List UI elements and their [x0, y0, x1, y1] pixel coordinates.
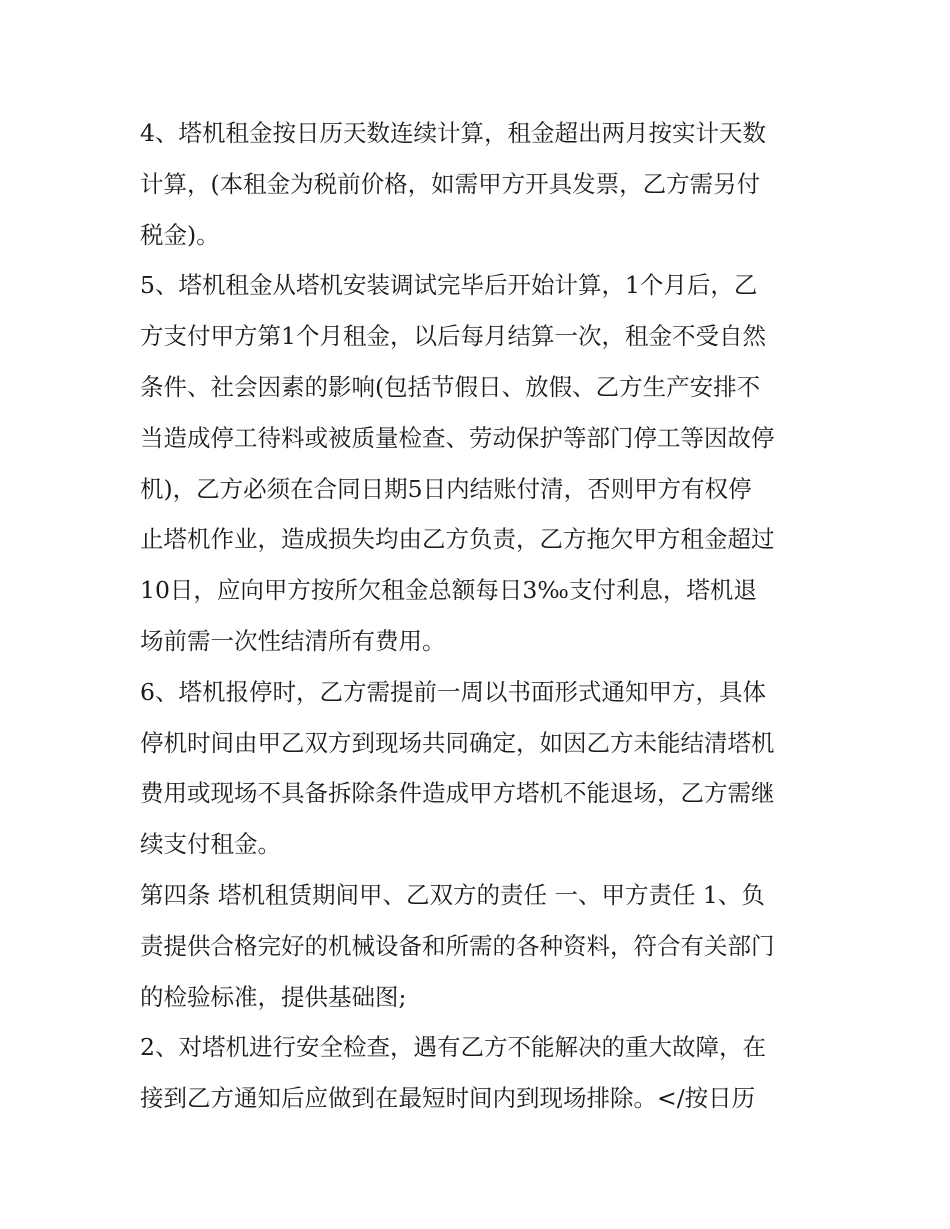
- text-line: 6、塔机报停时，乙方需提前一周以书面形式通知甲方，具体: [140, 677, 766, 706]
- text-line: 费用或现场不具备拆除条件造成甲方塔机不能退场，乙方需继: [140, 779, 775, 808]
- text-line: 停机时间由甲乙双方到现场共同确定，如因乙方未能结清塔机: [140, 728, 775, 757]
- text-line: 场前需一次性结清所有费用。: [140, 626, 446, 655]
- text-line: 第四条 塔机租赁期间甲、乙双方的责任 一、甲方责任 1、负: [140, 880, 765, 909]
- text-line: 10日，应向甲方按所欠租金总额每日3‰支付利息，塔机退: [140, 576, 757, 605]
- text-line: 续支付租金。: [140, 830, 281, 859]
- text-line: 条件、社会因素的影响(包括节假日、放假、乙方生产安排不: [140, 372, 761, 401]
- text-line: 止塔机作业，造成损失均由乙方负责，乙方拖欠甲方租金超过: [140, 525, 775, 554]
- text-line: 2、对塔机进行安全检查，遇有乙方不能解决的重大故障，在: [140, 1033, 766, 1062]
- document-body: [140, 108, 830, 1124]
- text-line: 当造成停工待料或被质量检查、劳动保护等部门停工等因故停: [140, 423, 775, 452]
- text-line: 接到乙方通知后应做到在最短时间内到现场排除。</按日历: [140, 1084, 756, 1113]
- text-line: 计算，(本租金为税前价格，如需甲方开具发票，乙方需另付: [140, 169, 761, 198]
- text-line: 税金)。: [140, 220, 220, 249]
- text-line: 责提供合格完好的机械设备和所需的各种资料，符合有关部门: [140, 931, 775, 960]
- text-line: 的检验标准，提供基础图;: [140, 982, 407, 1011]
- text-line: 4、塔机租金按日历天数连续计算，租金超出两月按实计天数: [140, 119, 766, 147]
- text-line: 机)，乙方必须在合同日期5日内结账付清，否则甲方有权停: [140, 474, 752, 503]
- text-line: 方支付甲方第1个月租金，以后每月结算一次，租金不受自然: [140, 322, 766, 351]
- text-line: 5、塔机租金从塔机安装调试完毕后开始计算，1个月后，乙: [140, 271, 758, 300]
